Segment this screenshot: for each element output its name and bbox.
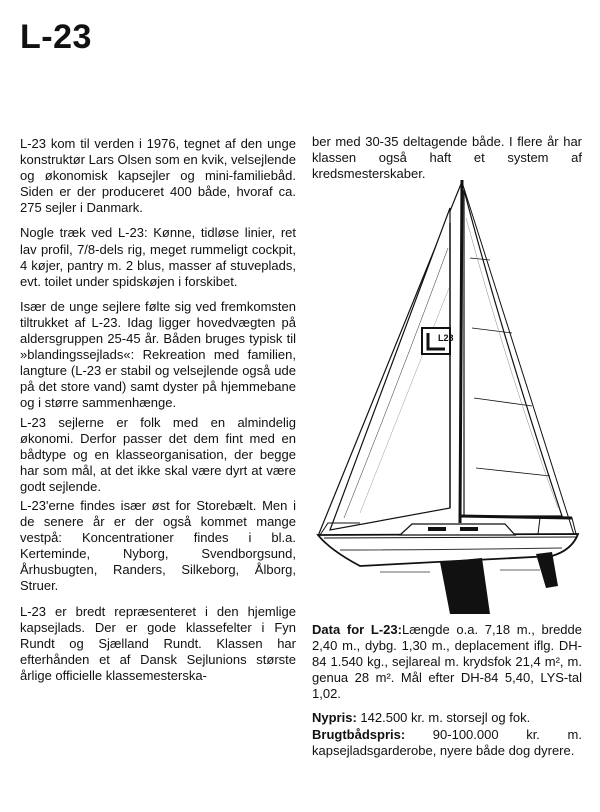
paragraph-sailors: Især de unge sejlere følte sig ved fremkomsten tiltrukket af L-23. Idag ligger hovedvægten på aldersgruppen 25-45 år. Båden bruges typisk til »blandingssejlads«: Rekreation med familien, langture (L-23 er stabil og velsejlende også ude på det store vand) samt dyster på hjemmebane og i større sammenhænge.	[20, 298, 296, 411]
paragraph-racing-continued: ber med 30-35 deltagende både. I flere år har klassen også haft et system af kredsmesterskaber.	[312, 134, 582, 182]
data-text: Længde o.a. 7,18 m., bredde 2,40 m., dybg. 1,30 m., deplacement iflg. DH-84 1.540 kg., sejlareal m. krydsfok 21,4 m², m. genua 28 m². Mål efter DH-84 5,40, LYS-tal 1,02.	[312, 622, 582, 702]
brugtbaadspris-label: Brugtbådspris:	[312, 726, 406, 742]
brugtbaadspris-text: 90-100.000 kr. m. kapsejladsgarderobe, nyere både dog dyrere.	[312, 726, 582, 758]
data-label: Data for L-23:	[312, 622, 402, 637]
paragraph-racing: L-23 er bredt repræsenteret i den hjemlige kapsejlads. Der er gode klassefelter i Fyn Rundt og Sjælland Rundt. Klassen har efterhånden et af Dansk Sejlunions største årlige officielle klassemesterska-	[20, 603, 296, 683]
sailboat-illustration	[300, 178, 600, 620]
paragraph-economy: L-23 sejlerne er folk med en almindelig økonomi. Derfor passer det dem fint med en bådtype og en klasseorganisation, der begge har som mål, at det ikke skal være dyrt at være godt sejlende.	[20, 414, 296, 494]
price-paragraph	[312, 710, 582, 758]
nypris-text: 142.500 kr. m. storsejl og fok.	[360, 710, 531, 726]
paragraph-intro: L-23 kom til verden i 1976, tegnet af den unge konstruktør Lars Olsen som en kvik, velsejlende og økonomisk kapsejler og mini-familiebåd. Siden er der produceret 400 både, hvoraf ca. 275 sejler i Danmark.	[20, 136, 296, 216]
specifications-section	[312, 622, 582, 759]
page-title: L-23	[20, 18, 92, 56]
article-left-column	[20, 136, 296, 693]
article-right-column	[312, 134, 582, 182]
nypris-label: Nypris:	[312, 710, 357, 726]
paragraph-features: Nogle træk ved L-23: Kønne, tidløse linier, ret lav profil, 7/8-dels rig, meget rummeligt cockpit, 4 køjer, pantry m. 2 blus, masser af stuveplads, evt. toilet under spidskøjen i forskibet.	[20, 225, 296, 289]
sail-class-logo: L23	[438, 333, 454, 343]
paragraph-locations: L-23'erne findes især øst for Storebælt. Men i de senere år er der også kommet mange vestpå: Koncentrationer findes i bl.a. Kerteminde, Nyborg, Svendborgsund, Århusbugten, Randers, Silkeborg, Ålborg, Struer.	[20, 497, 296, 594]
data-paragraph	[312, 622, 582, 702]
